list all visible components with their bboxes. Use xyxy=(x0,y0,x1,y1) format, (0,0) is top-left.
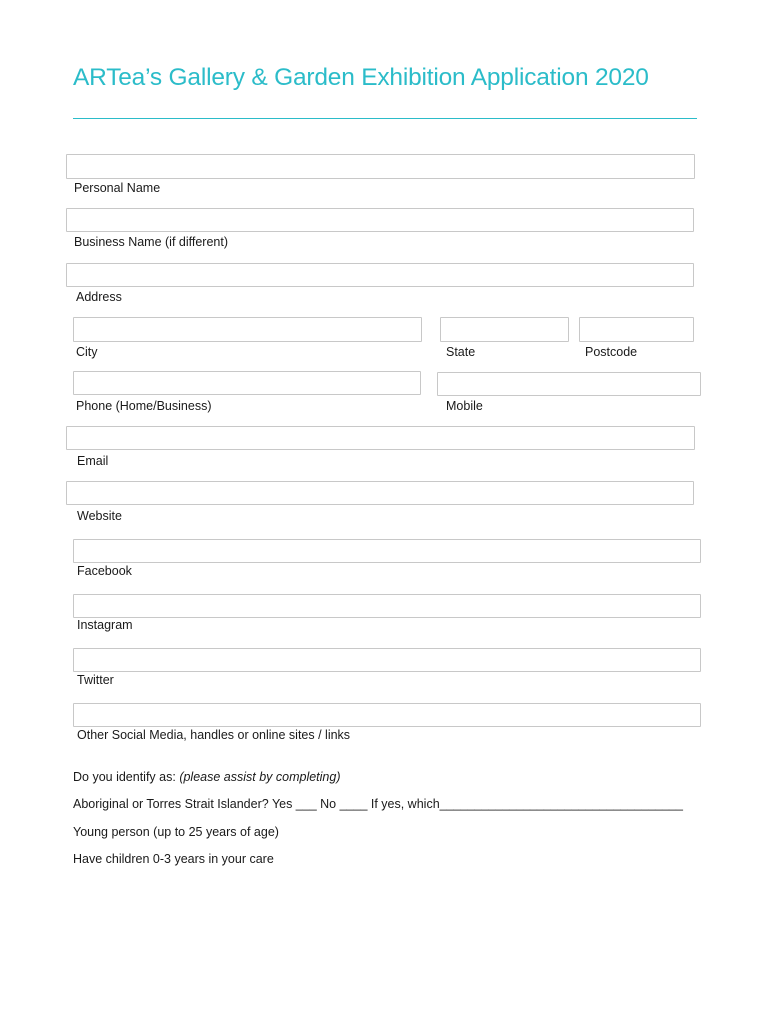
email-label: Email xyxy=(77,454,109,468)
title-underline xyxy=(73,118,697,119)
form-title: ARTea’s Gallery & Garden Exhibition Application 2020 xyxy=(73,64,649,91)
state-input[interactable] xyxy=(440,317,569,342)
facebook-label: Facebook xyxy=(77,564,132,578)
address-input[interactable] xyxy=(66,263,694,287)
business-name-label: Business Name (if different) xyxy=(74,235,228,249)
instagram-label: Instagram xyxy=(77,618,133,632)
business-name-input[interactable] xyxy=(66,208,694,232)
mobile-input[interactable] xyxy=(437,372,701,396)
other-social-input[interactable] xyxy=(73,703,701,727)
personal-name-input[interactable] xyxy=(66,154,695,179)
address-label: Address xyxy=(76,290,122,304)
state-label: State xyxy=(446,345,476,359)
identify-prompt-hint: (please assist by completing) xyxy=(179,770,341,784)
aboriginal-question[interactable]: Aboriginal or Torres Strait Islander? Yes ___ No ____ If yes, which___________________________________ xyxy=(73,797,683,811)
personal-name-label: Personal Name xyxy=(74,181,161,195)
phone-input[interactable] xyxy=(73,371,421,395)
twitter-input[interactable] xyxy=(73,648,701,672)
identify-prompt-text: Do you identify as: xyxy=(73,770,180,784)
children-question: Have children 0-3 years in your care xyxy=(73,852,274,866)
website-input[interactable] xyxy=(66,481,694,505)
facebook-input[interactable] xyxy=(73,539,701,563)
email-input[interactable] xyxy=(66,426,695,450)
mobile-label: Mobile xyxy=(446,399,483,413)
twitter-label: Twitter xyxy=(77,673,114,687)
city-input[interactable] xyxy=(73,317,422,342)
identify-prompt xyxy=(73,770,341,784)
phone-label: Phone (Home/Business) xyxy=(76,399,212,413)
postcode-label: Postcode xyxy=(585,345,638,359)
postcode-input[interactable] xyxy=(579,317,694,342)
instagram-input[interactable] xyxy=(73,594,701,618)
city-label: City xyxy=(76,345,98,359)
young-person-question: Young person (up to 25 years of age) xyxy=(73,825,279,839)
other-social-label: Other Social Media, handles or online sites / links xyxy=(77,728,351,742)
website-label: Website xyxy=(77,509,122,523)
